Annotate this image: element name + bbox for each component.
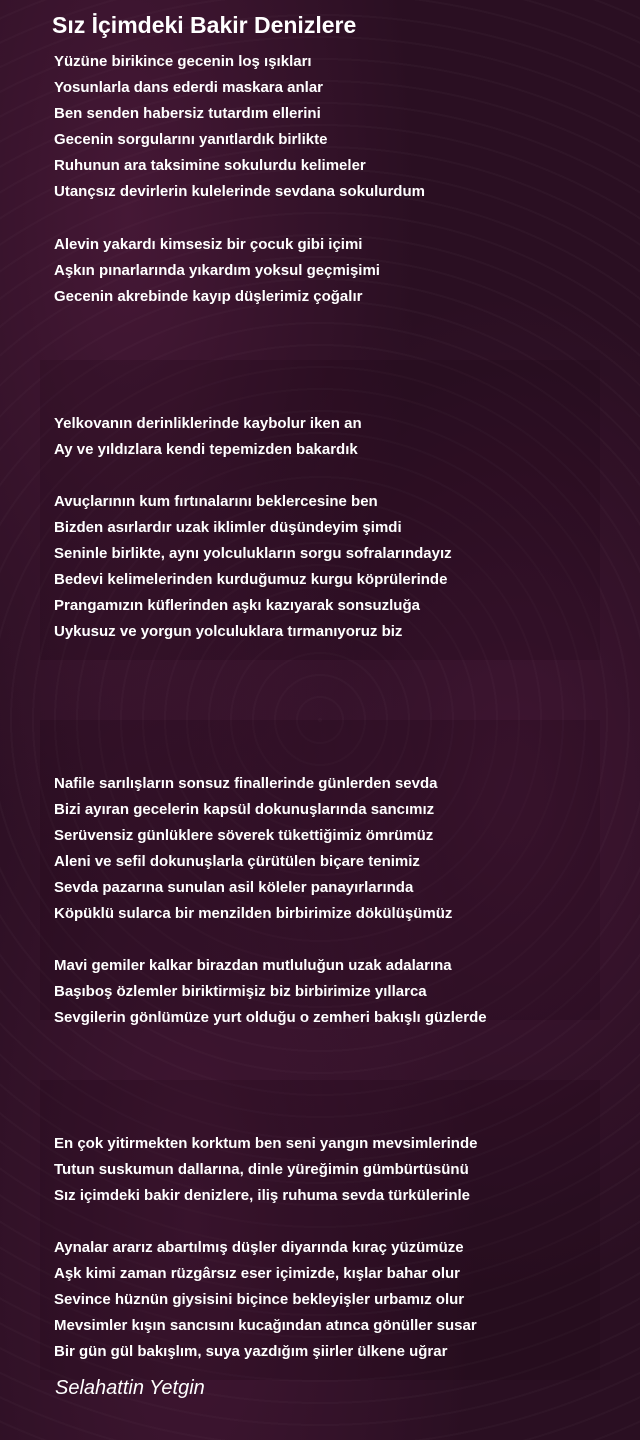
poem-line: Uykusuz ve yorgun yolculuklara tırmanıyoruz biz bbox=[54, 623, 403, 640]
poem-line: Aynalar ararız abartılmış düşler diyarında kıraç yüzümüze bbox=[54, 1239, 464, 1256]
stanza bbox=[54, 49, 425, 205]
poem-line: Sevgilerin gönlümüze yurt olduğu o zemheri bakışlı güzlerde bbox=[54, 1009, 487, 1026]
poem-line: Köpüklü sularca bir menzilden birbirimize dökülüşümüz bbox=[54, 905, 453, 922]
poem-line: Ben senden habersiz tutardım ellerini bbox=[54, 105, 321, 122]
poem-line: Avuçlarının kum fırtınalarını beklercesine ben bbox=[54, 493, 378, 510]
poem-line: Ay ve yıldızlara kendi tepemizden bakardık bbox=[54, 441, 358, 458]
stanza bbox=[54, 1131, 477, 1209]
poem-line: Prangamızın küflerinden aşkı kazıyarak sonsuzluğa bbox=[54, 597, 420, 614]
poem-line: Nafile sarılışların sonsuz finallerinde günlerden sevda bbox=[54, 775, 438, 792]
poem-line: Yosunlarla dans ederdi maskara anlar bbox=[54, 79, 324, 96]
poem-line: Yelkovanın derinliklerinde kaybolur iken an bbox=[54, 415, 362, 432]
poem-line: Serüvensiz günlüklere söverek tükettiğimiz ömrümüz bbox=[54, 827, 434, 844]
stanza bbox=[54, 232, 380, 310]
poem-line: Mevsimler kışın sancısını kucağından atınca gönüller susar bbox=[54, 1317, 477, 1334]
poem-line: Sevince hüznün giysisini biçince bekleyişler urbamız olur bbox=[54, 1291, 465, 1308]
poem-line: Seninle birlikte, aynı yolculukların sorgu sofralarındayız bbox=[54, 545, 452, 562]
poem-line: Gecenin sorgularını yanıtlardık birlikte bbox=[54, 131, 328, 148]
stanza bbox=[54, 953, 487, 1031]
poem-line: Bedevi kelimelerinden kurduğumuz kurgu köprülerinde bbox=[54, 571, 448, 588]
poem-line: Sız içimdeki bakir denizlere, iliş ruhuma sevda türkülerinle bbox=[54, 1187, 470, 1204]
poem-line: Alevin yakardı kimsesiz bir çocuk gibi içimi bbox=[54, 236, 363, 253]
poem-line: Tutun suskumun dallarına, dinle yüreğimin gümbürtüsünü bbox=[54, 1161, 469, 1178]
stanza bbox=[54, 1235, 477, 1365]
poem-line: Başıboş özlemler biriktirmişiz biz birbirimize yıllarca bbox=[54, 983, 427, 1000]
poem-line: En çok yitirmekten korktum ben seni yangın mevsimlerinde bbox=[54, 1135, 478, 1152]
poem-line: Aleni ve sefil dokunuşlarla çürütülen biçare tenimiz bbox=[54, 853, 420, 870]
stanza bbox=[54, 489, 452, 645]
poem-title: Sız İçimdeki Bakir Denizlere bbox=[52, 12, 357, 38]
poem-line: Utançsız devirlerin kulelerinde sevdana sokulurdum bbox=[54, 183, 425, 200]
poem-line: Sevda pazarına sunulan asil köleler panayırlarında bbox=[54, 879, 414, 896]
poem-line: Ruhunun ara taksimine sokulurdu kelimeler bbox=[54, 157, 366, 174]
poem-line: Aşkın pınarlarında yıkardım yoksul geçmişimi bbox=[54, 262, 380, 279]
poem-line: Bir gün gül bakışlım, suya yazdığım şiirler ülkene uğrar bbox=[54, 1343, 448, 1360]
poem-line: Mavi gemiler kalkar birazdan mutluluğun uzak adalarına bbox=[54, 957, 452, 974]
author-signature: Selahattin Yetgin bbox=[55, 1377, 205, 1399]
poem-line: Gecenin akrebinde kayıp düşlerimiz çoğalır bbox=[54, 288, 363, 305]
stanza bbox=[54, 411, 362, 463]
poem-line: Aşk kimi zaman rüzgârsız eser içimizde, kışlar bahar olur bbox=[54, 1265, 461, 1282]
poem-line: Yüzüne birikince gecenin loş ışıkları bbox=[54, 53, 312, 70]
poem-line: Bizi ayıran gecelerin kapsül dokunuşlarında sancımız bbox=[54, 801, 435, 818]
poem-line: Bizden asırlardır uzak iklimler düşündeyim şimdi bbox=[54, 519, 402, 536]
stanza bbox=[54, 771, 452, 927]
